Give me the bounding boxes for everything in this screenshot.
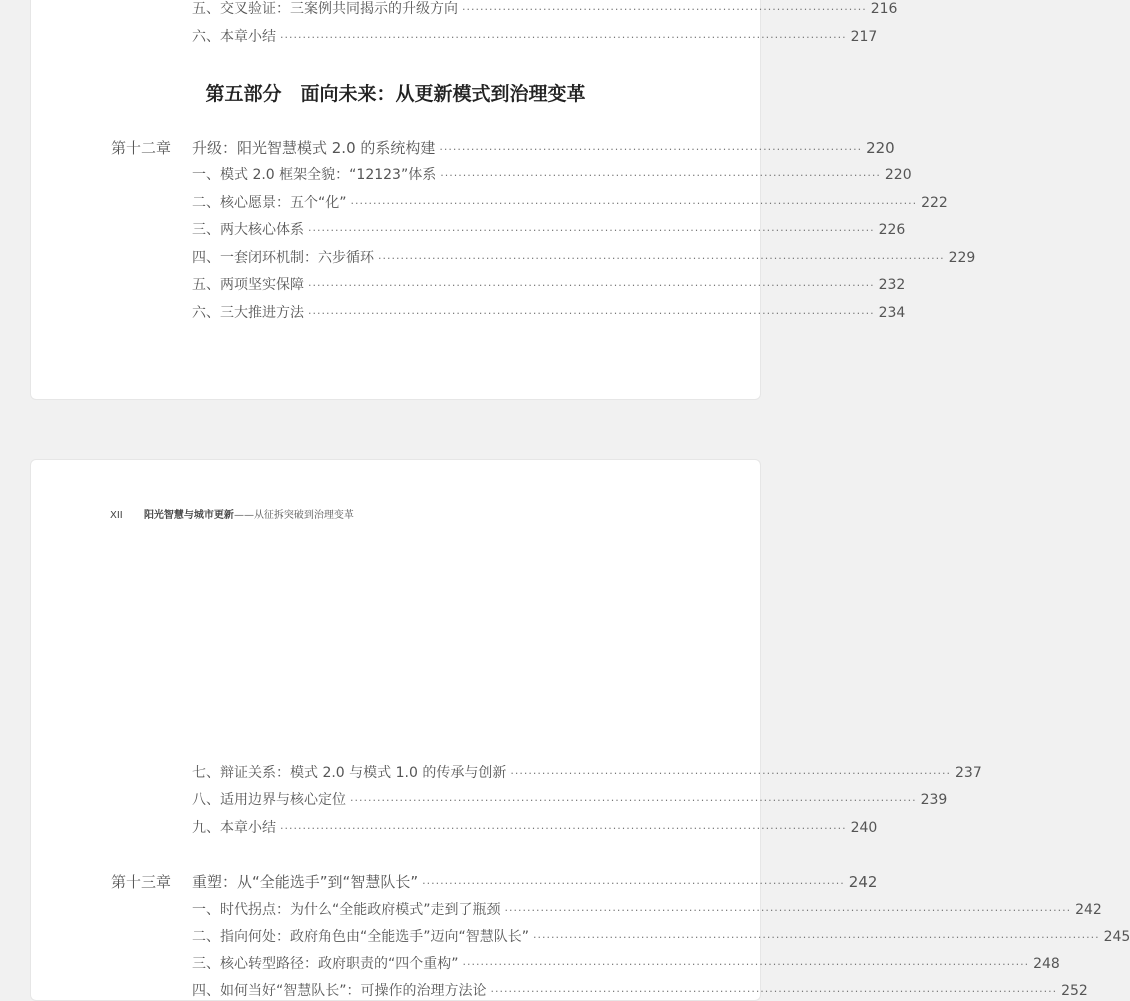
- chapter-number: 第十二章: [111, 139, 172, 157]
- toc-entry-label: 四、一套闭环机制：六步循环: [192, 250, 374, 266]
- toc-entry[interactable]: [192, 164, 912, 184]
- toc-entry[interactable]: [192, 789, 948, 809]
- toc-entry-label: 一、模式 2.0 框架全貌：“12123”体系: [192, 167, 437, 183]
- dot-leader: ······························································································································: [462, 958, 1030, 971]
- part-title: 第五部分 面向未来：从更新模式到治理变革: [205, 83, 586, 105]
- dot-leader: ······························································································································: [490, 985, 1058, 998]
- chapter-entry[interactable]: [111, 137, 895, 158]
- toc-entry-page: 242: [1075, 902, 1102, 918]
- chapter-title: 重塑：从“全能选手”到“智慧队长”: [192, 873, 419, 891]
- toc-entry[interactable]: [192, 926, 1130, 946]
- book-subtitle: ——从征拆突破到治理变革: [233, 510, 354, 521]
- dot-leader: ······························································································································: [280, 822, 847, 835]
- dot-leader: ······························································································································: [308, 224, 875, 237]
- toc-entry[interactable]: [192, 817, 878, 837]
- toc-page-bottom: [30, 459, 1130, 1001]
- dot-leader: ······························································································································: [308, 307, 875, 320]
- toc-entry-page: 222: [921, 195, 948, 211]
- toc-entry-page: 240: [850, 820, 878, 836]
- toc-entry-label: 一、时代拐点：为什么“全能政府模式”走到了瓶颈: [192, 902, 501, 918]
- toc-entry[interactable]: [192, 219, 906, 239]
- toc-entry-label: 八、适用边界与核心定位: [192, 792, 346, 808]
- toc-entry-label: 九、本章小结: [192, 820, 276, 836]
- page-number-roman: XII: [110, 510, 123, 521]
- toc-entry-label: 六、本章小结: [192, 29, 276, 45]
- toc-entry[interactable]: [192, 192, 948, 212]
- toc-entry-page: 226: [878, 222, 906, 238]
- toc-entry-label: 二、核心愿景：五个“化”: [192, 195, 347, 211]
- toc-entry-label: 七、辩证关系：模式 2.0 与模式 1.0 的传承与创新: [192, 765, 507, 781]
- toc-entry-page: 229: [948, 250, 976, 266]
- toc-entry-page: 216: [870, 1, 898, 17]
- toc-entry-page: 217: [850, 29, 878, 45]
- dot-leader: ······························································································: [422, 877, 845, 890]
- dot-leader: ··································································································: [510, 767, 952, 780]
- toc-entry[interactable]: [192, 0, 898, 18]
- toc-entry-page: 234: [878, 305, 906, 321]
- dot-leader: ······························································································································: [350, 794, 917, 807]
- toc-entry-label: 三、两大核心体系: [192, 222, 304, 238]
- dot-leader: ······························································································································: [504, 904, 1072, 917]
- toc-entry[interactable]: [192, 274, 906, 294]
- toc-entry[interactable]: [192, 26, 878, 46]
- toc-entry[interactable]: [192, 899, 1102, 919]
- toc-entry-page: 232: [878, 277, 906, 293]
- toc-entry-page: 237: [955, 765, 982, 781]
- toc-entry[interactable]: [192, 247, 976, 267]
- dot-leader: ······························································································································: [350, 197, 918, 210]
- dot-leader: ······························································································: [439, 143, 863, 156]
- book-title: 阳光智慧与城市更新: [143, 510, 234, 521]
- toc-entry-label: 四、如何当好“智慧队长”：可操作的治理方法论: [192, 983, 487, 999]
- toc-entry-page: 252: [1061, 983, 1088, 999]
- toc-entry-page: 239: [920, 792, 948, 808]
- chapter-page: 220: [866, 139, 895, 157]
- toc-entry-label: 五、交叉验证：三案例共同揭示的升级方向: [192, 1, 458, 17]
- dot-leader: ······························································································································: [280, 31, 847, 44]
- toc-entry-label: 六、三大推进方法: [192, 305, 304, 321]
- chapter-page: 242: [848, 873, 878, 891]
- dot-leader: ··································································································: [440, 169, 881, 182]
- toc-entry-page: 220: [884, 167, 912, 183]
- toc-page-top: [30, 0, 976, 400]
- toc-entry-page: 248: [1033, 956, 1060, 972]
- dot-leader: ······························································································································: [533, 931, 1100, 944]
- dot-leader: ······························································································································: [378, 252, 945, 265]
- toc-entry[interactable]: [192, 980, 1088, 1000]
- chapter-entry[interactable]: [111, 871, 878, 892]
- chapter-number: 第十三章: [111, 873, 172, 891]
- toc-entry[interactable]: [192, 302, 906, 322]
- toc-entry-label: 五、两项坚实保障: [192, 277, 304, 293]
- dot-leader: ··························································································: [462, 3, 867, 16]
- toc-entry-label: 三、核心转型路径：政府职责的“四个重构”: [192, 956, 459, 972]
- chapter-title: 升级：阳光智慧模式 2.0 的系统构建: [192, 139, 436, 157]
- running-header: [110, 506, 354, 521]
- dot-leader: ······························································································································: [308, 279, 875, 292]
- toc-entry-page: 245: [1103, 929, 1130, 945]
- toc-entry-label: 二、指向何处：政府角色由“全能选手”迈向“智慧队长”: [192, 929, 530, 945]
- toc-entry[interactable]: [192, 953, 1060, 973]
- toc-entry[interactable]: [192, 762, 982, 782]
